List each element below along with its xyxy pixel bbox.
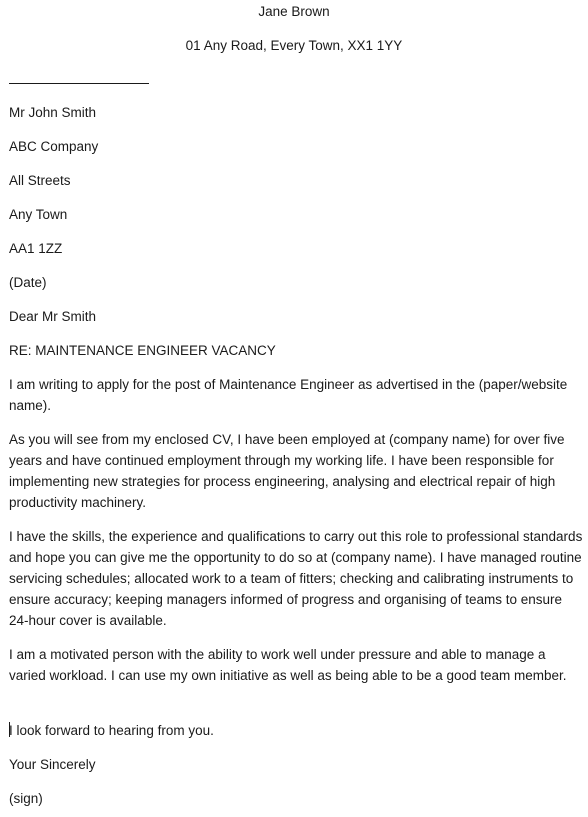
recipient-street: All Streets — [9, 173, 71, 188]
divider-line — [9, 83, 149, 84]
salutation: Dear Mr Smith — [9, 309, 97, 324]
closing: Your Sincerely — [9, 757, 96, 772]
paragraph-skills: I have the skills, the experience and qualifications to carry out this role to professional standards and hope you can give me the opportunity to do so at (company name). I have managed routine servicing schedules; allocated work to a team of fitters; checking and calibrating instruments to ensure accuracy; keeping managers informed of progress and organising of teams to ensure 24-hour cover is available. — [9, 529, 583, 628]
paragraph-application: I am writing to apply for the post of Maintenance Engineer as advertised in the (paper/website name). — [9, 377, 568, 413]
recipient-company: ABC Company — [9, 139, 99, 154]
paragraph-experience: As you will see from my enclosed CV, I have been employed at (company name) for over five years and have continued employment through my working life. I have been responsible for implementing new strategies for process engineering, analysing and electrical repair of high productivity machinery. — [9, 432, 565, 510]
sender-address: 01 Any Road, Every Town, XX1 1YY — [185, 38, 403, 53]
paragraph-closing-line — [9, 720, 214, 741]
recipient-postcode: AA1 1ZZ — [9, 241, 63, 256]
letter-date: (Date) — [9, 275, 47, 290]
sender-name: Jane Brown — [258, 4, 330, 19]
recipient-town: Any Town — [9, 207, 68, 222]
subject-line: RE: MAINTENANCE ENGINEER VACANCY — [9, 343, 276, 358]
paragraph-personal: I am a motivated person with the ability to work well under pressure and able to manage a varied workload. I can use my own initiative as well as being able to be a good team member. — [9, 647, 567, 683]
closing-sentence: I look forward to hearing from you. — [9, 723, 214, 738]
recipient-name: Mr John Smith — [9, 105, 97, 120]
signature: (sign) — [9, 791, 43, 806]
